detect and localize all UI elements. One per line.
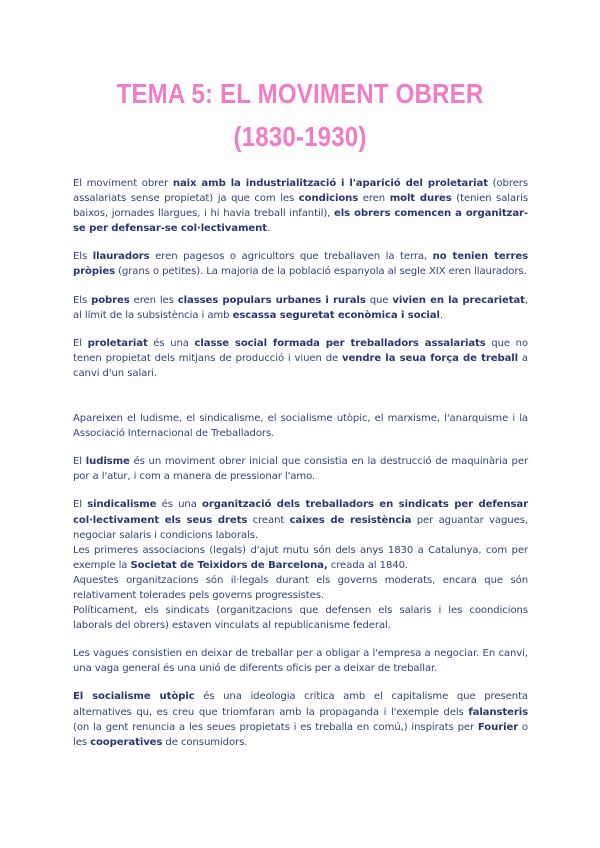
text-run: Aquestes organitzacions són il·legals durant els governs moderats, encara que són relativament tolerades pels governs progressistes.	[73, 574, 528, 601]
paragraph	[73, 336, 528, 381]
paragraph	[73, 573, 528, 603]
text-run: .	[266, 223, 271, 235]
text-run: per aguantar vagues, negociar salaris i condicions laborals.	[73, 514, 528, 541]
text-run: Els	[73, 294, 92, 306]
bold-text: escassa seguretat econòmica i social	[232, 309, 440, 321]
text-run: Apareixen el ludisme, el sindicalisme, el socialisme utòpic, el marxisme, l'anarquisme i la Associació Internacional de Treballadors.	[73, 413, 528, 440]
text-run: creant	[247, 514, 290, 526]
text-run: El	[73, 456, 86, 468]
paragraph	[73, 411, 528, 441]
text-run: Les vagues consistien en deixar de treballar per a obligar a l'empresa a negociar. En canvi, una vaga general és una unió de diferents oficis per a deixar de treballar.	[73, 648, 528, 675]
text-run: , al límit de la subsistència i amb	[73, 294, 529, 321]
text-run: (tenien salaris baixos, jornades llargues, i hi havia treball infantil),	[73, 193, 529, 220]
text-run: a canvi d'un salari.	[73, 352, 528, 379]
bold-text: caixes de resistència	[289, 514, 412, 526]
paragraph	[73, 249, 528, 279]
text-run: El	[73, 337, 88, 349]
bold-text: classe social formada per treballadors assalariats	[194, 337, 486, 349]
text-run: Políticament, els sindicats (organitzacions que defensen els salaris i les coondicions laborals del obrers) estaven vinculats al republicanisme federal.	[73, 605, 528, 632]
document-body	[73, 176, 528, 763]
bold-text: naix amb la industrialització i l'aparició del proletariat	[172, 178, 488, 189]
paragraph	[73, 646, 528, 676]
paragraph	[73, 497, 528, 542]
text-run: Les primeres associacions (legals) d'ajut mutu són dels anys 1830 a Catalunya, com per exemple la	[73, 544, 528, 571]
paragraph	[73, 176, 528, 236]
bold-text: vivien en la precarietat	[392, 294, 525, 306]
text-run: (grans o petites). La majoria de la població espanyola al segle XIX eren llauradors.	[114, 266, 527, 278]
text-run: és una	[156, 499, 202, 511]
bold-text: condicions	[298, 193, 359, 205]
bold-text: falansteris	[468, 706, 528, 718]
bold-text: pobres	[91, 294, 130, 306]
paragraph	[73, 689, 528, 749]
paragraph	[73, 603, 528, 633]
bold-text: molt dures	[389, 193, 452, 205]
text-run: o les	[73, 721, 529, 748]
bold-text: vendre la seua força de treball	[342, 352, 519, 364]
page-subtitle-dates: (1830-1930)	[233, 121, 367, 152]
bold-text: Fourier	[477, 721, 519, 733]
bold-text: els obrers comencen a organitzar-se per defensar-se col·lectivament	[73, 208, 529, 235]
bold-text: proletariat	[87, 337, 148, 349]
bold-text: ludisme	[85, 456, 130, 468]
text-run: Els	[73, 251, 93, 263]
bold-text: llauradors	[92, 251, 150, 263]
text-run: .	[439, 309, 443, 321]
text-run: eren	[358, 193, 390, 205]
text-run: El moviment obrer	[73, 178, 173, 189]
text-run: que	[365, 294, 393, 306]
text-run: eren les	[129, 294, 178, 306]
text-run: (on la gent renuncia a les seues propietats i es treballa en comú,) inspirats per	[73, 721, 478, 733]
paragraph	[73, 454, 528, 484]
paragraph	[73, 293, 528, 323]
bold-text: sindicalisme	[87, 499, 157, 511]
bold-text: cooperatives	[90, 736, 163, 748]
page-title: TEMA 5: EL MOVIMENT OBRER	[116, 78, 484, 109]
bold-text: organització dels treballadors en sindicats per defensar col·lectivament els seus drets	[73, 499, 528, 526]
bold-text: Societat de Teixidors de Barcelona,	[130, 559, 328, 571]
text-run: que no tenen propietat dels mitjans de producció i viuen de	[73, 337, 528, 364]
text-run: (obrers assalariats sense propietat) ja que com les	[73, 178, 529, 205]
bold-text: no tenien terres pròpies	[73, 251, 528, 278]
text-run: és un moviment obrer inicial que consistia en la destrucció de maquinària per por a l'atur, i com a manera de pressionar l'amo.	[73, 456, 528, 483]
bold-text: El socialisme utòpic	[73, 691, 195, 703]
text-run: creada al 1840.	[327, 559, 409, 571]
text-run: és una ideologia crítica amb el capitalisme que presenta alternatives qu, es creu que triomfaran amb la propaganda i l'exemple dels	[73, 691, 528, 718]
text-run: El	[73, 499, 88, 511]
bold-text: classes populars urbanes i rurals	[177, 294, 366, 306]
paragraph	[73, 543, 528, 573]
text-run: és una	[147, 337, 195, 349]
text-run: de consumidors.	[162, 736, 248, 748]
text-run: eren pagesos o agricultors que treballaven la terra,	[149, 251, 433, 263]
